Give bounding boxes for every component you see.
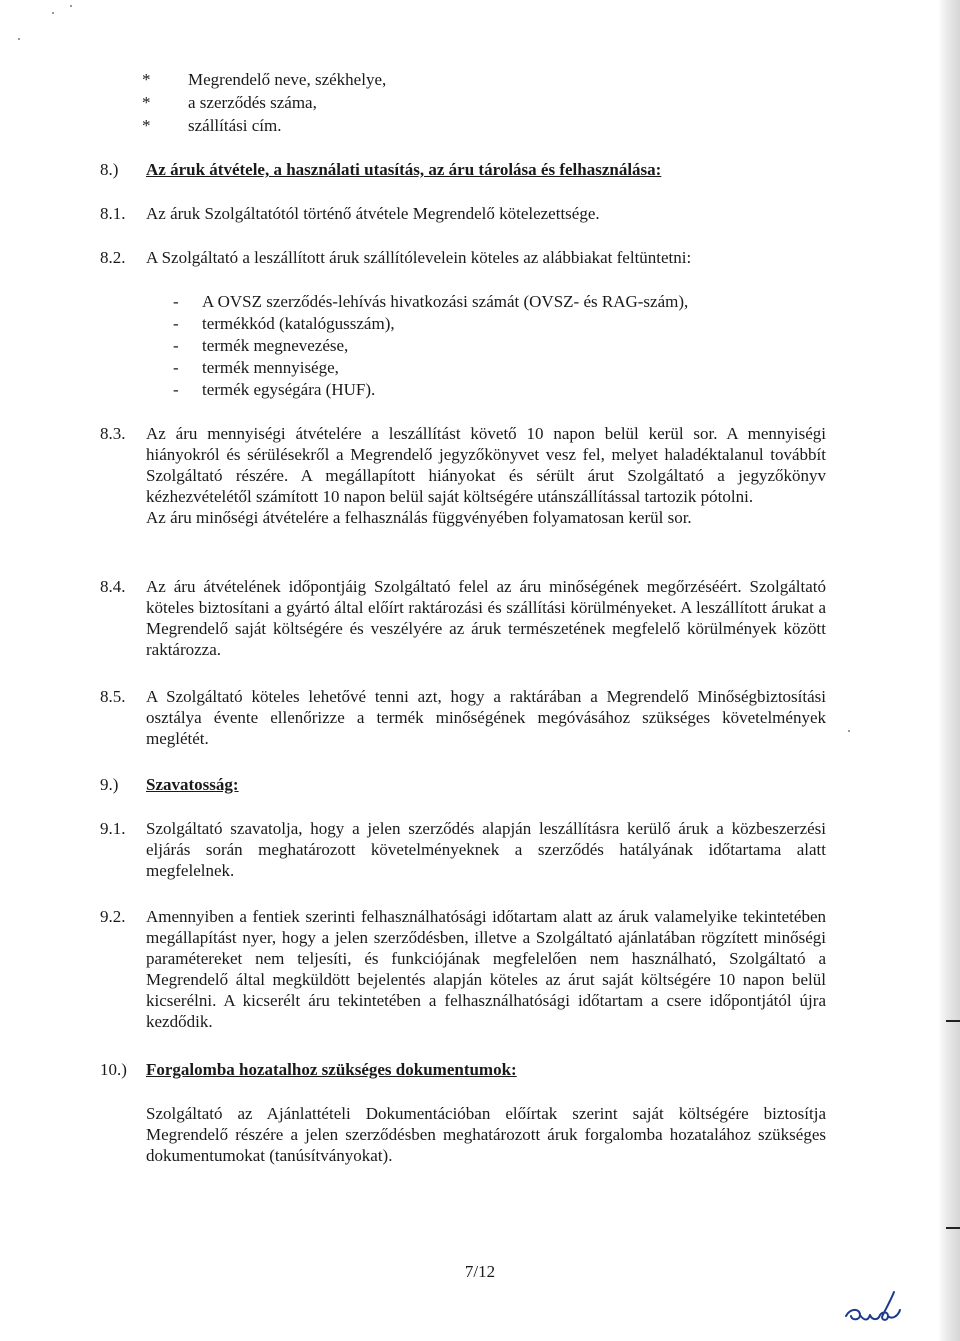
section-9-heading: 9.) Szavatosság: (100, 775, 239, 794)
header-list-item: * szállítási cím. (142, 116, 282, 135)
list-item: - termék mennyisége, (173, 358, 339, 377)
list-item: - termék megnevezése, (173, 336, 349, 355)
section-9-2: 9.2. Amennyiben a fentiek szerinti felhasználhatósági időtartam alatt az áruk valamelyike tekintetében megállapítást nyer, hogy a jelen szerződésben, illetve a Szolgáltató ajánlatában rögzített minőségi paramétereket nem teljesíti, és funkciójának megfelelően nem használható, Szolgáltató a Megrendelő által megküldött bejelentés alapján köteles az árut saját költségére 10 napon belül kicserélni. A kicserélt áru tekintetében a felhasználhatósági időtartam a csere időpontjától újra kezdődik. (100, 907, 826, 1031)
list-item: - termék egységára (HUF). (173, 380, 376, 399)
scan-edge-mark (946, 1227, 960, 1229)
header-list-item: * Megrendelő neve, székhelye, (142, 70, 387, 89)
page-number: 7/12 (464, 1262, 496, 1281)
list-item: - A OVSZ szerződés-lehívás hivatkozási számát (OVSZ- és RAG-szám), (173, 292, 689, 311)
section-10-body: Szolgáltató az Ajánlattételi Dokumentációban előírtak szerint saját költségére biztosítja Megrendelő részére a jelen szerződésben meghatározott áruk forgalomba hozatalához szükséges dokumentumokat (tanúsítványokat). (146, 1104, 826, 1165)
paragraph: Az áru minőségi átvételére a felhasználás függvényében folyamatosan kerül sor. (146, 508, 692, 527)
section-9-1: 9.1. Szolgáltató szavatolja, hogy a jelen szerződés alapján leszállításra kerülő áruk a közbeszerzési eljárás során meghatározott követelményeknek a szerződés hatályának időtartama alatt megfelelnek. (100, 819, 826, 880)
section-10-heading: 10.) Forgalomba hozatalhoz szükséges dokumentumok: (100, 1060, 517, 1079)
list-item: - termékkód (katalógusszám), (173, 314, 395, 333)
scan-speck (848, 730, 850, 732)
scan-speck (70, 5, 72, 7)
signature-icon (842, 1286, 910, 1333)
section-8-1: 8.1. Az áruk Szolgáltatótól történő átvétele Megrendelő kötelezettsége. (100, 204, 600, 223)
paragraph: Az áru mennyiségi átvételére a leszállítást követő 10 napon belül kerül sor. A mennyiségi hiányokról és sérülésekről a Megrendelő jegyzőkönyvet vesz fel, melyet haladéktalanul továbbít Szolgáltató részére. A megállapított hiányokat és sérült árut Szolgáltató a jegyzőkönyv kézhezvételétől számított 10 napon belül saját költségére utánszállítással tartozik pótolni. (146, 424, 826, 506)
scan-speck (52, 12, 54, 14)
section-8-5: 8.5. A Szolgáltató köteles lehetővé tenni azt, hogy a raktárában a Megrendelő Minőségbiztosítási osztálya évente ellenőrizze a termék minőségének megóvásához szükséges követelmények meglétét. (100, 687, 826, 748)
section-8-3: 8.3. Az áru mennyiségi átvételére a leszállítást követő 10 napon belül kerül sor. A mennyiségi hiányokról és sérülésekről a Megrendelő jegyzőkönyvet vesz fel, melyet haladéktalanul továbbít Szolgáltató részére. A megállapított hiányokat és sérült árut Szolgáltató a jegyzőkönyv kézhezvételétől számított 10 napon belül saját költségére utánszállítással tartozik pótolni. Az áru minőségi átvételére a felhasználás függvényében folyamatosan kerül sor. (100, 424, 826, 527)
scan-edge-shadow (938, 0, 960, 1341)
section-8-heading: 8.) Az áruk átvétele, a használati utasítás, az áru tárolása és felhasználása: (100, 160, 662, 179)
section-8-4: 8.4. Az áru átvételének időpontjáig Szolgáltató felel az áru minőségének megőrzéséért. Szolgáltató köteles biztosítani a gyártó által előírt raktározási és szállítási körülményeket. A leszállított árukat a Megrendelő saját költségére és veszélyére az áruk természetének megfelelő körülmények között raktározza. (100, 577, 826, 659)
header-list-item: * a szerződés száma, (142, 93, 317, 112)
section-8-2: 8.2. A Szolgáltató a leszállított áruk szállítólevelein köteles az alábbiakat feltüntetni: (100, 248, 692, 267)
scan-speck (18, 38, 20, 40)
scan-edge-mark (946, 1020, 960, 1022)
